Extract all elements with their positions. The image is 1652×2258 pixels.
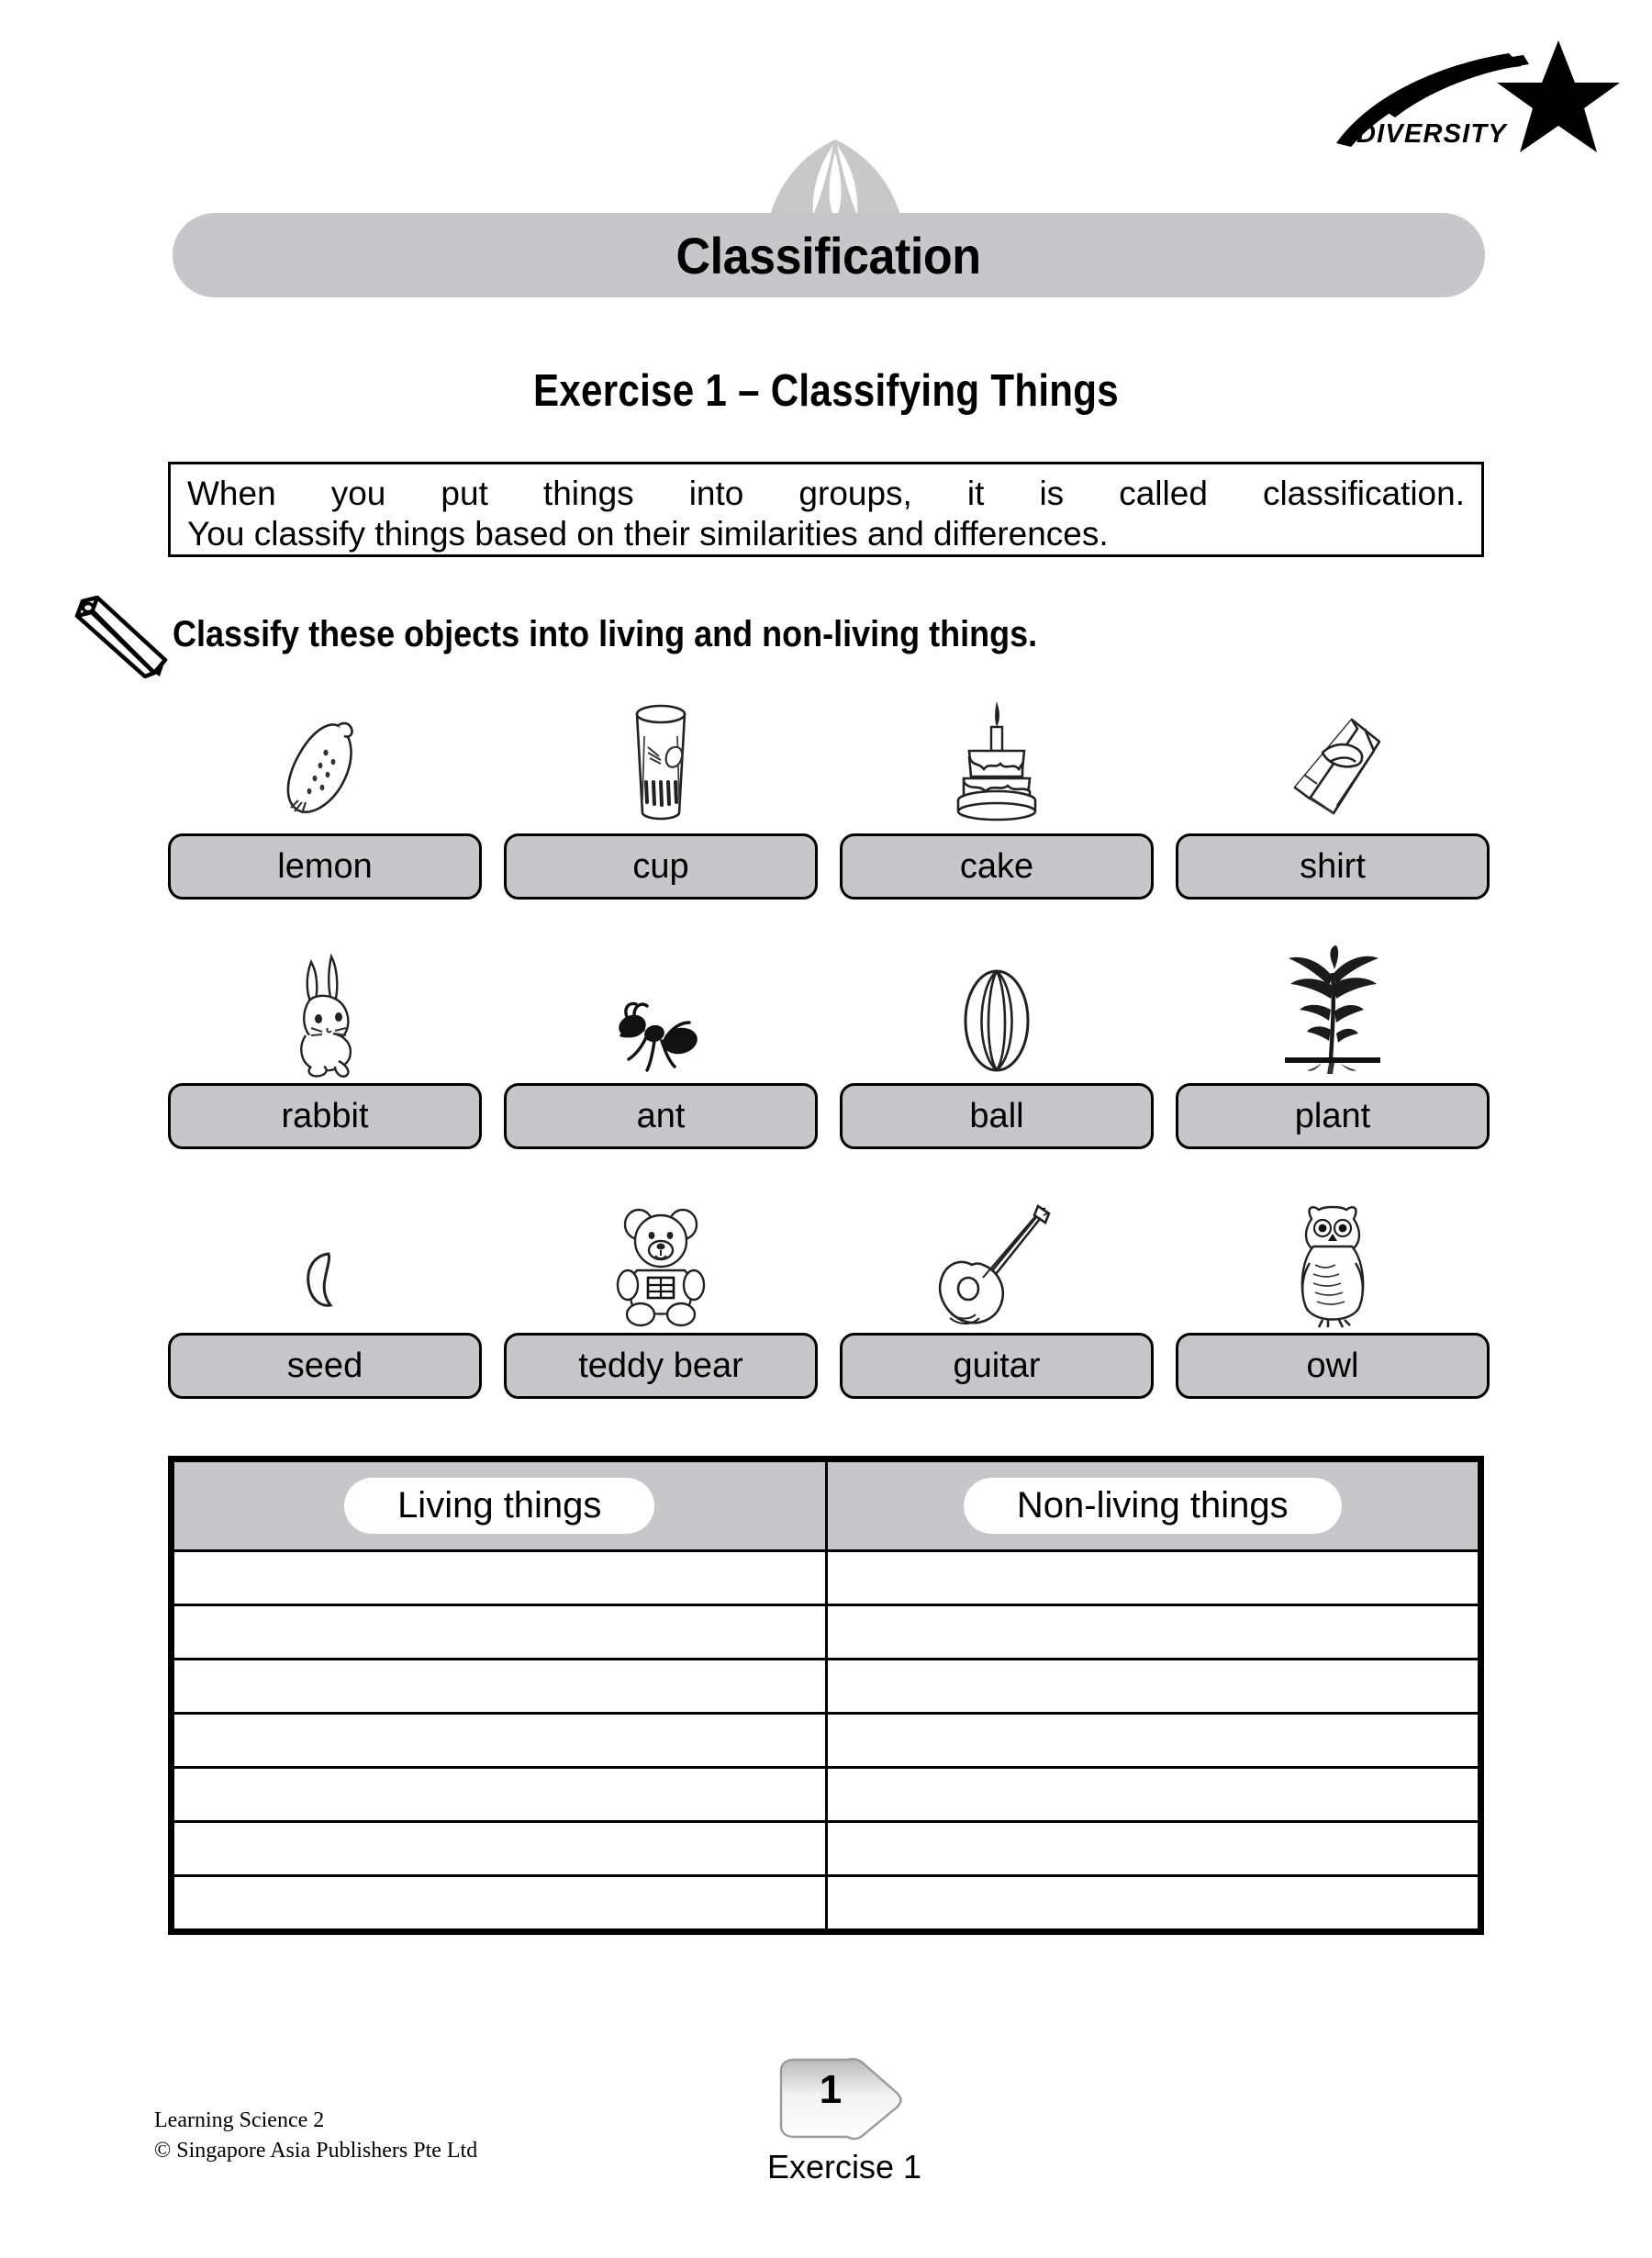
object-grid bbox=[168, 698, 1490, 1447]
object-item-cake bbox=[840, 698, 1154, 900]
owl-icon bbox=[1176, 1197, 1490, 1333]
answer-cell-non-living[interactable] bbox=[826, 1768, 1479, 1822]
object-label-pill[interactable] bbox=[840, 1333, 1154, 1399]
arrow-badge bbox=[766, 2052, 922, 2144]
object-label-pill[interactable] bbox=[168, 1333, 482, 1399]
table-header-label: Non-living things bbox=[964, 1478, 1342, 1534]
ant-icon bbox=[504, 947, 818, 1083]
object-item-seed bbox=[168, 1197, 482, 1399]
answer-cell-living[interactable] bbox=[173, 1714, 827, 1768]
object-label: teddy bear bbox=[578, 1346, 743, 1385]
object-item-ant bbox=[504, 947, 818, 1149]
object-label: cup bbox=[632, 846, 689, 886]
table-row bbox=[173, 1876, 1479, 1930]
object-label: lemon bbox=[277, 846, 373, 886]
instruction-text: Classify these objects into living and non-living things. bbox=[173, 614, 1038, 654]
answer-cell-non-living[interactable] bbox=[826, 1714, 1479, 1768]
object-row bbox=[168, 1197, 1490, 1447]
answer-cell-living[interactable] bbox=[173, 1822, 827, 1876]
ball-icon bbox=[840, 947, 1154, 1083]
object-label-pill[interactable] bbox=[504, 1333, 818, 1399]
page-number-badge bbox=[753, 2052, 936, 2208]
lemon-icon bbox=[168, 698, 482, 833]
table-row bbox=[173, 1605, 1479, 1660]
object-item-lemon bbox=[168, 698, 482, 900]
object-label-pill[interactable] bbox=[840, 1083, 1154, 1149]
object-item-teddy-bear bbox=[504, 1197, 818, 1399]
object-label-pill[interactable] bbox=[504, 1083, 818, 1149]
object-label: guitar bbox=[953, 1346, 1041, 1385]
answer-cell-living[interactable] bbox=[173, 1660, 827, 1714]
definition-line-1: When you put things into groups, it is called classification. bbox=[187, 475, 1465, 512]
object-label-pill[interactable] bbox=[504, 833, 818, 900]
object-label: seed bbox=[286, 1346, 363, 1385]
table-header-non-living bbox=[826, 1461, 1479, 1551]
table-row bbox=[173, 1551, 1479, 1605]
rabbit-icon bbox=[168, 947, 482, 1083]
object-label-pill[interactable] bbox=[1176, 1083, 1490, 1149]
table-header-row bbox=[173, 1461, 1479, 1551]
definition-line-2: You classify things based on their similarities and differences. bbox=[187, 515, 1109, 553]
plant-icon bbox=[1176, 947, 1490, 1083]
shirt-icon bbox=[1176, 698, 1490, 833]
title-banner-wrap bbox=[0, 138, 1652, 285]
answer-cell-non-living[interactable] bbox=[826, 1822, 1479, 1876]
cake-icon bbox=[840, 698, 1154, 833]
object-label: shirt bbox=[1300, 846, 1366, 886]
classification-table bbox=[168, 1456, 1484, 1935]
cup-icon bbox=[504, 698, 818, 833]
answer-cell-non-living[interactable] bbox=[826, 1605, 1479, 1660]
object-item-cup bbox=[504, 698, 818, 900]
object-label: rabbit bbox=[281, 1096, 369, 1135]
object-item-plant bbox=[1176, 947, 1490, 1149]
object-item-ball bbox=[840, 947, 1154, 1149]
definition-box bbox=[168, 462, 1484, 557]
badge-number: 1 bbox=[819, 2067, 843, 2112]
object-item-owl bbox=[1176, 1197, 1490, 1399]
answer-cell-living[interactable] bbox=[173, 1551, 827, 1605]
object-label-pill[interactable] bbox=[1176, 833, 1490, 900]
logo-text: DIVERSITY bbox=[1356, 119, 1507, 149]
answer-cell-living[interactable] bbox=[173, 1768, 827, 1822]
object-item-shirt bbox=[1176, 698, 1490, 900]
object-label: plant bbox=[1294, 1096, 1371, 1135]
table-row bbox=[173, 1822, 1479, 1876]
object-item-rabbit bbox=[168, 947, 482, 1149]
table-row bbox=[173, 1768, 1479, 1822]
footer-credit bbox=[154, 2106, 477, 2166]
object-label-pill[interactable] bbox=[840, 833, 1154, 900]
footer-credit-line-1: Learning Science 2 bbox=[154, 2108, 325, 2132]
footer-credit-line-2: © Singapore Asia Publishers Pte Ltd bbox=[154, 2139, 478, 2163]
table-header-living bbox=[173, 1461, 827, 1551]
instruction-row bbox=[73, 603, 1542, 676]
guitar-icon bbox=[840, 1197, 1154, 1333]
object-label: owl bbox=[1306, 1346, 1359, 1385]
table-row bbox=[173, 1714, 1479, 1768]
table-row bbox=[173, 1660, 1479, 1714]
object-label: ball bbox=[969, 1096, 1024, 1135]
answer-cell-living[interactable] bbox=[173, 1876, 827, 1930]
teddy-bear-icon bbox=[504, 1197, 818, 1333]
object-label-pill[interactable] bbox=[1176, 1333, 1490, 1399]
answer-cell-non-living[interactable] bbox=[826, 1551, 1479, 1605]
answer-cell-non-living[interactable] bbox=[826, 1660, 1479, 1714]
object-label-pill[interactable] bbox=[168, 1083, 482, 1149]
object-label: cake bbox=[959, 846, 1034, 886]
object-label: ant bbox=[636, 1096, 686, 1135]
object-label-pill[interactable] bbox=[168, 833, 482, 900]
page-title-banner bbox=[173, 213, 1485, 297]
pencil-icon bbox=[73, 596, 174, 678]
object-row bbox=[168, 947, 1490, 1197]
badge-label: Exercise 1 bbox=[766, 2148, 922, 2185]
answer-cell-living[interactable] bbox=[173, 1605, 827, 1660]
exercise-heading: Exercise 1 – Classifying Things bbox=[532, 366, 1120, 416]
seed-icon bbox=[168, 1197, 482, 1333]
answer-cell-non-living[interactable] bbox=[826, 1876, 1479, 1930]
object-item-guitar bbox=[840, 1197, 1154, 1399]
object-row bbox=[168, 698, 1490, 947]
page-title: Classification bbox=[675, 226, 982, 285]
table-header-label: Living things bbox=[344, 1478, 654, 1534]
